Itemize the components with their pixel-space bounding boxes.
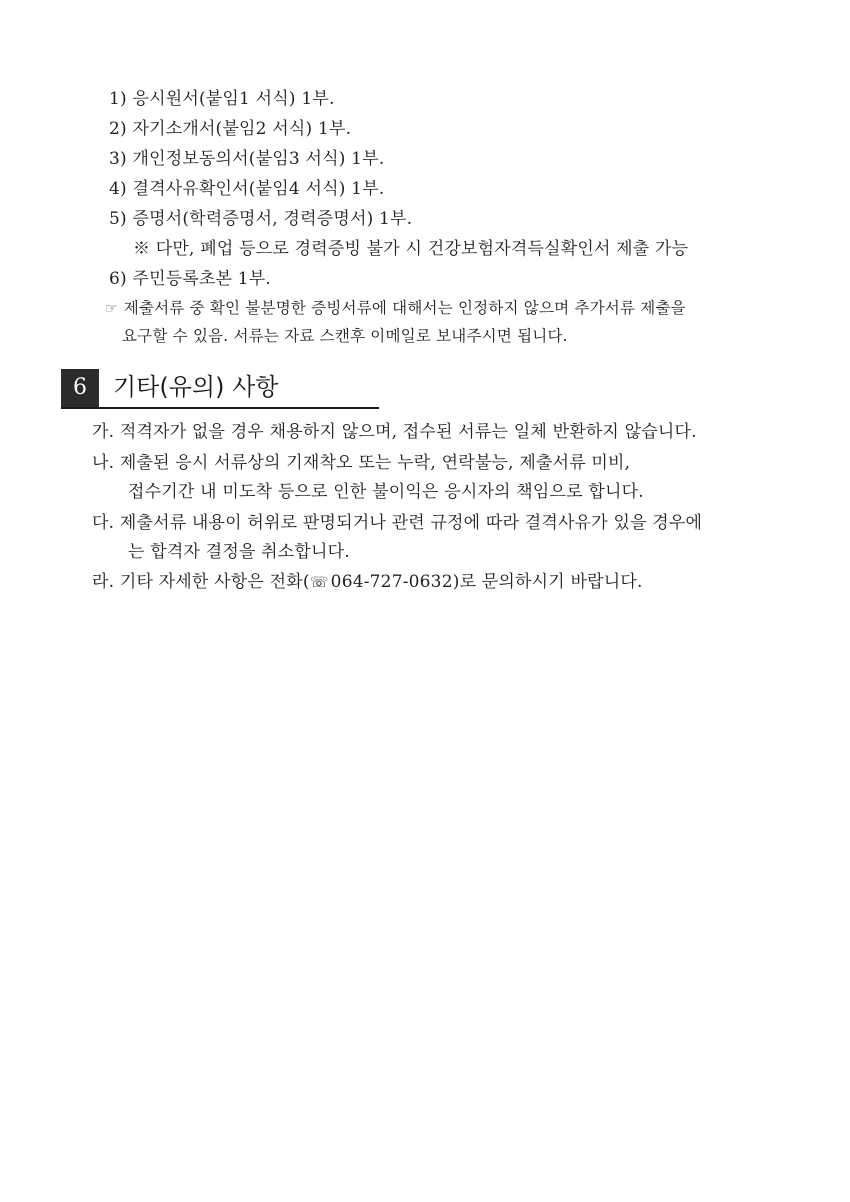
section-underline bbox=[61, 407, 379, 409]
section-header bbox=[61, 369, 379, 409]
note-item-b-line-1: 나. 제출된 응시 서류상의 기재착오 또는 누락, 연락불능, 제출서류 미비, bbox=[92, 453, 631, 473]
note-item-c-line-2: 는 합격자 결정을 취소합니다. bbox=[128, 542, 350, 562]
section-title: 기타(유의) 사항 bbox=[113, 373, 279, 401]
note-item-d bbox=[92, 571, 643, 593]
note-item-c-line-1: 다. 제출서류 내용이 허위로 판명되거나 관련 규정에 따라 결격사유가 있을 경우에 bbox=[92, 513, 703, 533]
document-item-1: 1) 응시원서(붙임1 서식) 1부. bbox=[109, 89, 335, 109]
notice-text-1: 제출서류 중 확인 불분명한 증빙서류에 대해서는 인정하지 않으며 추가서류 제출을 bbox=[123, 299, 686, 317]
document-item-4: 4) 결격사유확인서(붙임4 서식) 1부. bbox=[109, 179, 385, 199]
pointing-hand-icon: ☞ bbox=[105, 301, 118, 317]
notice-line-2: 요구할 수 있음. 서류는 자료 스캔후 이메일로 보내주시면 됩니다. bbox=[122, 327, 568, 345]
section-number-badge: 6 bbox=[61, 369, 99, 407]
note-item-b-line-2: 접수기간 내 미도착 등으로 인한 불이익은 응시자의 책임으로 합니다. bbox=[128, 482, 644, 502]
note-d-suffix: )로 문의하시기 바랍니다. bbox=[452, 572, 643, 592]
note-item-a: 가. 적격자가 없을 경우 채용하지 않으며, 접수된 서류는 일체 반환하지 않습니다. bbox=[92, 422, 697, 442]
document-item-5-note: ※ 다만, 폐업 등으로 경력증빙 불가 시 건강보험자격득실확인서 제출 가능 bbox=[133, 239, 689, 259]
document-item-3: 3) 개인정보동의서(붙임3 서식) 1부. bbox=[109, 149, 385, 169]
contact-phone-number: 064-727-0632 bbox=[330, 572, 453, 592]
document-item-6: 6) 주민등록초본 1부. bbox=[109, 269, 272, 289]
document-item-5: 5) 증명서(학력증명서, 경력증명서) 1부. bbox=[109, 209, 413, 229]
notice-line-1 bbox=[105, 297, 686, 320]
telephone-icon: ☏ bbox=[309, 573, 329, 591]
note-d-prefix: 라. 기타 자세한 사항은 전화( bbox=[92, 572, 310, 592]
document-item-2: 2) 자기소개서(붙임2 서식) 1부. bbox=[109, 119, 352, 139]
